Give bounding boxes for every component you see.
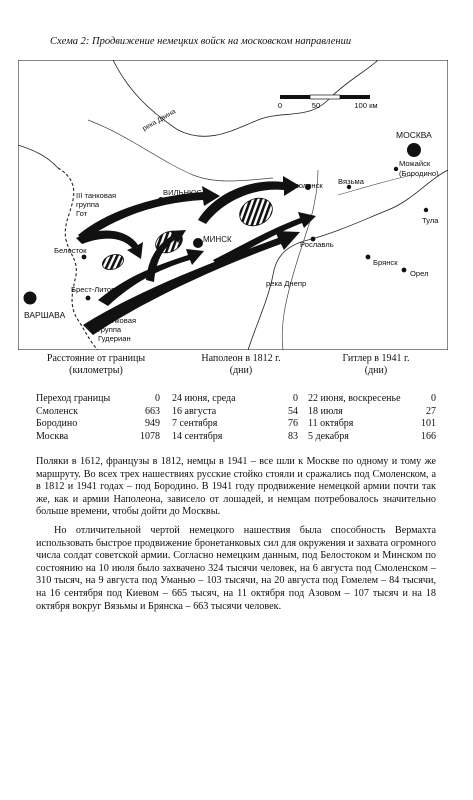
- svg-text:III танковая: III танковая: [76, 191, 117, 200]
- paragraph: Поляки в 1612, французы в 1812, немцы в 1941 – все шли к Москве по одному и тому же маршруту. Во всех трех нашествиях русские стойко стояли и сражались под Смоленском, а в 1812 и 1941 годах – под Бородино. В 1941 году продвижение немецкой армии почти так же, как и армии Наполеона, зависело от лошадей, и немцам потребовалось значительно больше времени, чтобы дойти до Москвы.: [36, 456, 436, 518]
- scale-tick-50: 50: [311, 101, 321, 110]
- city-varshava: ВАРШАВА: [24, 310, 66, 320]
- city-orel: Орел: [410, 269, 429, 278]
- table-row: Смоленск 663 16 августа 54 18 июля 27: [36, 405, 436, 417]
- city-belostok: Белосток: [54, 246, 87, 255]
- river-dnepr-label: река Днепр: [266, 279, 307, 288]
- city-roslavl: Рославль: [300, 240, 334, 249]
- city-borodino: (Бородино): [399, 169, 439, 178]
- svg-text:II танковая: II танковая: [98, 316, 137, 325]
- figure-caption: Схема 2: Продвижение немецких войск на московском направлении: [50, 36, 352, 47]
- campaign-map: [18, 60, 448, 350]
- table-row: Бородино 949 7 сентября 76 11 октября 101: [36, 418, 436, 429]
- city-mozhaysk: Можайск: [399, 159, 431, 168]
- svg-text:группа: группа: [76, 200, 100, 209]
- table-row: Москва 1078 14 сентября 83 5 декабря 166: [36, 430, 436, 442]
- city-smolensk: Смоленск: [288, 181, 323, 190]
- city-bryansk: Брянск: [373, 258, 398, 267]
- header-distance: Расстояние от границы (километры): [46, 353, 146, 376]
- header-napoleon: Наполеон в 1812 г. (дни): [201, 353, 281, 376]
- table-row: Переход границы 0 24 июня, среда 0 22 июня, воскресенье 0: [36, 393, 436, 404]
- city-brest-litovsk: Брест-Литовск: [71, 285, 123, 294]
- svg-text:Гот: Гот: [76, 209, 88, 218]
- city-moskva: МОСКВА: [396, 130, 432, 140]
- city-tula: Тула: [422, 216, 439, 225]
- svg-text:Гудериан: Гудериан: [98, 334, 131, 343]
- svg-text:группа: группа: [98, 325, 122, 334]
- city-vilnius: ВИЛЬНЮС: [163, 188, 203, 197]
- paragraph: Но отличительной чертой немецкого нашествия была способность Вермахта использовать быстрое продвижение бронетанковых сил для окружения и захвата огромного числа солдат советской армии. Согласно немецким данным, под Белостоком и Минском по состоянию на 10 июля было захвачено 324 тысячи человек, на 6 августа под Смоленском – 310 тысяч, на 9 августа под Уманью – 103 тысячи, на 20 августа под Гомелем – 84 тысячи, на 16 сентября под Киевом – 665 тысяч, на 11 октября под Азовом – 107 тысяч и на 18 октября вокруг Вязьмы и Брянска – 663 тысячи человек.: [36, 524, 436, 612]
- scale-tick-0: 0: [277, 101, 283, 110]
- comparison-table: [36, 353, 436, 443]
- city-minsk: МИНСК: [203, 235, 232, 244]
- body-text: [36, 456, 436, 619]
- city-vyazma: Вязьма: [338, 177, 364, 186]
- header-hitler: Гитлер в 1941 г. (дни): [342, 353, 410, 376]
- river-dvina-label: река Двина: [141, 108, 178, 133]
- scale-tick-100: 100 км: [354, 101, 378, 110]
